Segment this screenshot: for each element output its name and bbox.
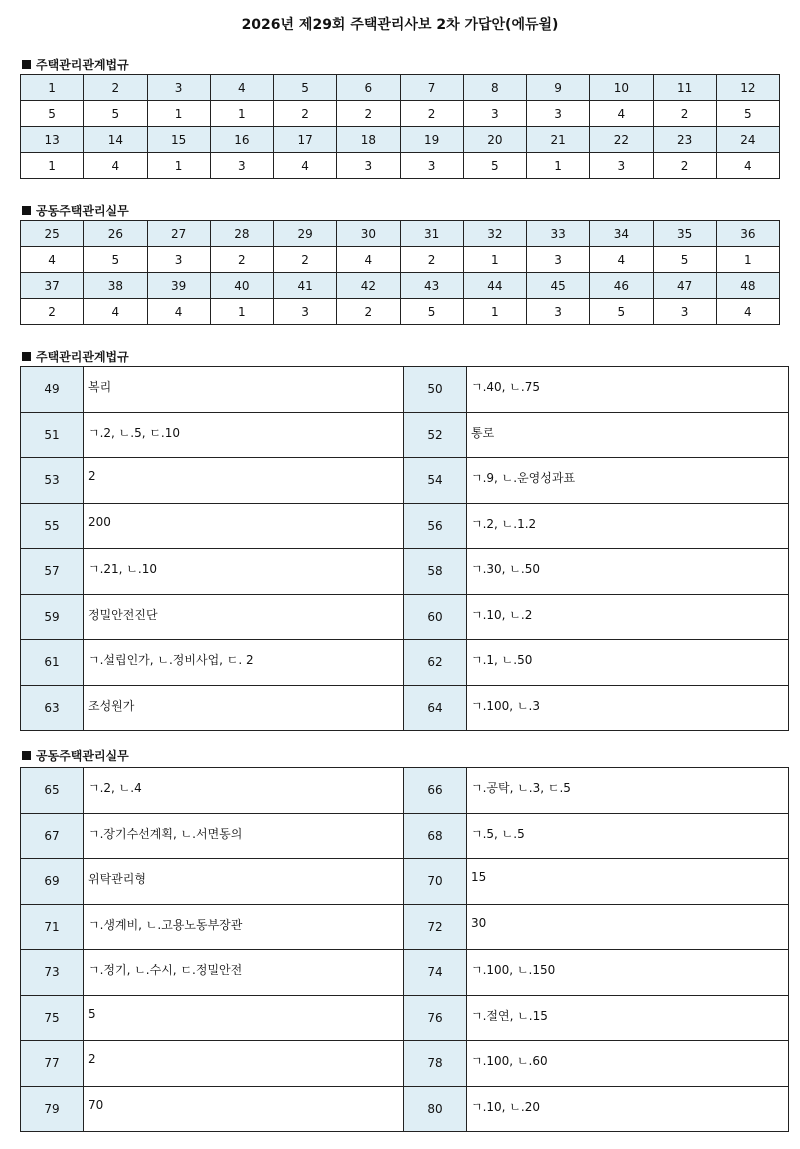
answer-cell: 5 (400, 299, 463, 325)
answer-cell: 5 (653, 247, 716, 273)
question-number-cell: 59 (21, 594, 84, 640)
question-number-cell: 66 (404, 768, 467, 814)
question-number-cell: 79 (21, 1086, 84, 1132)
question-number-cell: 16 (210, 127, 273, 153)
answer-cell: 1 (21, 153, 84, 179)
answer-cell: 3 (337, 153, 400, 179)
question-number-cell: 40 (210, 273, 273, 299)
answer-cell: ㄱ.10, ㄴ.20 (467, 1086, 789, 1132)
question-number-cell: 45 (527, 273, 590, 299)
question-number-cell: 52 (404, 412, 467, 458)
question-number-cell: 41 (274, 273, 337, 299)
answer-cell: ㄱ.30, ㄴ.50 (467, 549, 789, 595)
answer-cell: ㄱ.1, ㄴ.50 (467, 640, 789, 686)
answer-cell: ㄱ.2, ㄴ.4 (84, 768, 404, 814)
short-answer-table-1 (20, 366, 789, 731)
answer-row (21, 299, 780, 325)
section-heading-3: 주택관리관계법규 (22, 348, 129, 365)
question-number-cell: 33 (527, 221, 590, 247)
question-number-cell: 18 (337, 127, 400, 153)
answer-cell: 30 (467, 904, 789, 950)
answer-cell: 4 (147, 299, 210, 325)
answer-cell: ㄱ.9, ㄴ.운영성과표 (467, 458, 789, 504)
answer-cell: 3 (527, 299, 590, 325)
answer-cell: 3 (527, 247, 590, 273)
short-answer-table-2 (20, 767, 789, 1132)
question-number-cell: 70 (404, 859, 467, 905)
question-number-cell: 17 (274, 127, 337, 153)
answer-cell: 5 (21, 101, 84, 127)
answer-cell: 3 (210, 153, 273, 179)
question-number-cell: 71 (21, 904, 84, 950)
question-number-cell: 21 (527, 127, 590, 153)
question-number-cell: 61 (21, 640, 84, 686)
answer-cell: 1 (527, 153, 590, 179)
answer-cell: ㄱ.절연, ㄴ.15 (467, 995, 789, 1041)
answer-cell: 1 (716, 247, 779, 273)
table-row (21, 549, 789, 595)
question-number-cell: 58 (404, 549, 467, 595)
question-number-cell: 23 (653, 127, 716, 153)
answer-cell: 2 (274, 101, 337, 127)
question-number-cell: 34 (590, 221, 653, 247)
answer-row (21, 101, 780, 127)
answer-cell: ㄱ.5, ㄴ.5 (467, 813, 789, 859)
question-number-cell: 48 (716, 273, 779, 299)
answer-cell: 4 (84, 153, 147, 179)
question-number-cell: 75 (21, 995, 84, 1041)
question-number-cell: 12 (716, 75, 779, 101)
answer-cell: ㄱ.100, ㄴ.60 (467, 1041, 789, 1087)
question-number-cell: 1 (21, 75, 84, 101)
answer-cell: 1 (210, 101, 273, 127)
question-number-cell: 22 (590, 127, 653, 153)
answer-cell: 5 (84, 995, 404, 1041)
question-number-cell: 49 (21, 367, 84, 413)
page-title: 2026년 제29회 주택관리사보 2차 가답안(에듀윌) (241, 17, 559, 33)
answer-cell: ㄱ.장기수선계획, ㄴ.서면동의 (84, 813, 404, 859)
answer-cell: 15 (467, 859, 789, 905)
table-row (21, 904, 789, 950)
answer-grid-2 (20, 220, 780, 325)
question-number-cell: 56 (404, 503, 467, 549)
answer-cell: 4 (21, 247, 84, 273)
question-number-cell: 72 (404, 904, 467, 950)
question-number-cell: 32 (463, 221, 526, 247)
table-row (21, 768, 789, 814)
answer-cell: 5 (84, 101, 147, 127)
answer-cell: 3 (590, 153, 653, 179)
question-number-cell: 31 (400, 221, 463, 247)
answer-cell: 4 (716, 153, 779, 179)
question-number-cell: 35 (653, 221, 716, 247)
answer-cell: 1 (210, 299, 273, 325)
question-number-cell: 14 (84, 127, 147, 153)
question-number-cell: 26 (84, 221, 147, 247)
question-number-cell: 11 (653, 75, 716, 101)
question-number-cell: 38 (84, 273, 147, 299)
square-bullet-icon (22, 751, 31, 760)
answer-cell: 2 (274, 247, 337, 273)
question-number-cell: 53 (21, 458, 84, 504)
answer-cell: ㄱ.설립인가, ㄴ.정비사업, ㄷ. 2 (84, 640, 404, 686)
question-number-cell: 27 (147, 221, 210, 247)
answer-cell: 위탁관리형 (84, 859, 404, 905)
answer-cell: 1 (463, 247, 526, 273)
question-number-cell: 15 (147, 127, 210, 153)
question-number-cell: 43 (400, 273, 463, 299)
table-row (21, 458, 789, 504)
answer-cell: 3 (400, 153, 463, 179)
question-number-cell: 55 (21, 503, 84, 549)
table-row (21, 813, 789, 859)
table-row (21, 859, 789, 905)
answer-cell: ㄱ.40, ㄴ.75 (467, 367, 789, 413)
answer-cell: 2 (653, 153, 716, 179)
answer-cell: 2 (210, 247, 273, 273)
question-number-cell: 62 (404, 640, 467, 686)
answer-cell: ㄱ.100, ㄴ.3 (467, 685, 789, 731)
answer-cell: 2 (400, 101, 463, 127)
question-number-cell: 4 (210, 75, 273, 101)
question-number-cell: 47 (653, 273, 716, 299)
square-bullet-icon (22, 60, 31, 69)
square-bullet-icon (22, 206, 31, 215)
question-number-cell: 73 (21, 950, 84, 996)
answer-cell: ㄱ.10, ㄴ.2 (467, 594, 789, 640)
question-number-cell: 25 (21, 221, 84, 247)
question-number-cell: 60 (404, 594, 467, 640)
answer-cell: 4 (274, 153, 337, 179)
question-number-cell: 63 (21, 685, 84, 731)
question-number-cell: 2 (84, 75, 147, 101)
question-number-cell: 78 (404, 1041, 467, 1087)
question-number-cell: 54 (404, 458, 467, 504)
question-number-cell: 20 (463, 127, 526, 153)
table-row (21, 367, 789, 413)
question-number-cell: 28 (210, 221, 273, 247)
answer-grid-1 (20, 74, 780, 179)
answer-cell: 1 (463, 299, 526, 325)
question-number-cell: 30 (337, 221, 400, 247)
table-row (21, 685, 789, 731)
table-row (21, 1041, 789, 1087)
section-heading-1: 주택관리관계법규 (22, 56, 129, 73)
answer-cell: 5 (716, 101, 779, 127)
question-number-cell: 19 (400, 127, 463, 153)
question-number-cell: 3 (147, 75, 210, 101)
answer-cell: ㄱ.100, ㄴ.150 (467, 950, 789, 996)
answer-cell: 4 (84, 299, 147, 325)
question-number-cell: 5 (274, 75, 337, 101)
question-number-cell: 10 (590, 75, 653, 101)
table-row (21, 950, 789, 996)
answer-cell: 3 (653, 299, 716, 325)
answer-cell: 5 (463, 153, 526, 179)
question-number-row (21, 75, 780, 101)
question-number-cell: 69 (21, 859, 84, 905)
question-number-cell: 57 (21, 549, 84, 595)
question-number-cell: 46 (590, 273, 653, 299)
question-number-cell: 51 (21, 412, 84, 458)
answer-cell: 조성원가 (84, 685, 404, 731)
answer-cell: 2 (400, 247, 463, 273)
answer-cell: ㄱ.공탁, ㄴ.3, ㄷ.5 (467, 768, 789, 814)
table-row (21, 594, 789, 640)
question-number-cell: 13 (21, 127, 84, 153)
question-number-cell: 74 (404, 950, 467, 996)
question-number-row (21, 127, 780, 153)
section-heading-2: 공동주택관리실무 (22, 202, 129, 219)
question-number-cell: 39 (147, 273, 210, 299)
answer-cell: 3 (274, 299, 337, 325)
answer-cell: 1 (147, 153, 210, 179)
answer-cell: 4 (590, 247, 653, 273)
question-number-cell: 65 (21, 768, 84, 814)
table-row (21, 1086, 789, 1132)
table-row (21, 640, 789, 686)
answer-row (21, 247, 780, 273)
answer-cell: 2 (84, 1041, 404, 1087)
answer-cell: 통로 (467, 412, 789, 458)
table-row (21, 995, 789, 1041)
question-number-cell: 50 (404, 367, 467, 413)
answer-cell: 2 (337, 101, 400, 127)
answer-cell: ㄱ.2, ㄴ.5, ㄷ.10 (84, 412, 404, 458)
answer-cell: 2 (21, 299, 84, 325)
answer-cell: ㄱ.2, ㄴ.1.2 (467, 503, 789, 549)
answer-cell: 4 (337, 247, 400, 273)
answer-cell: 200 (84, 503, 404, 549)
answer-cell: 70 (84, 1086, 404, 1132)
answer-cell: ㄱ.21, ㄴ.10 (84, 549, 404, 595)
answer-cell: 1 (147, 101, 210, 127)
answer-cell: 3 (527, 101, 590, 127)
question-number-cell: 44 (463, 273, 526, 299)
question-number-row (21, 221, 780, 247)
question-number-cell: 64 (404, 685, 467, 731)
table-row (21, 503, 789, 549)
question-number-cell: 67 (21, 813, 84, 859)
answer-cell: 5 (84, 247, 147, 273)
question-number-cell: 68 (404, 813, 467, 859)
question-number-cell: 36 (716, 221, 779, 247)
answer-cell: 4 (716, 299, 779, 325)
answer-cell: 2 (337, 299, 400, 325)
answer-cell: 3 (463, 101, 526, 127)
answer-cell: 3 (147, 247, 210, 273)
question-number-cell: 7 (400, 75, 463, 101)
question-number-row (21, 273, 780, 299)
table-row (21, 412, 789, 458)
question-number-cell: 6 (337, 75, 400, 101)
answer-cell: ㄱ.정기, ㄴ.수시, ㄷ.정밀안전 (84, 950, 404, 996)
question-number-cell: 37 (21, 273, 84, 299)
answer-cell: 2 (653, 101, 716, 127)
answer-cell: 복리 (84, 367, 404, 413)
answer-cell: 5 (590, 299, 653, 325)
answer-cell: 4 (590, 101, 653, 127)
question-number-cell: 24 (716, 127, 779, 153)
question-number-cell: 76 (404, 995, 467, 1041)
answer-row (21, 153, 780, 179)
question-number-cell: 8 (463, 75, 526, 101)
section-heading-4: 공동주택관리실무 (22, 747, 129, 764)
question-number-cell: 42 (337, 273, 400, 299)
square-bullet-icon (22, 352, 31, 361)
answer-cell: 2 (84, 458, 404, 504)
question-number-cell: 9 (527, 75, 590, 101)
question-number-cell: 77 (21, 1041, 84, 1087)
question-number-cell: 29 (274, 221, 337, 247)
question-number-cell: 80 (404, 1086, 467, 1132)
answer-cell: 정밀안전진단 (84, 594, 404, 640)
answer-cell: ㄱ.생계비, ㄴ.고용노동부장관 (84, 904, 404, 950)
